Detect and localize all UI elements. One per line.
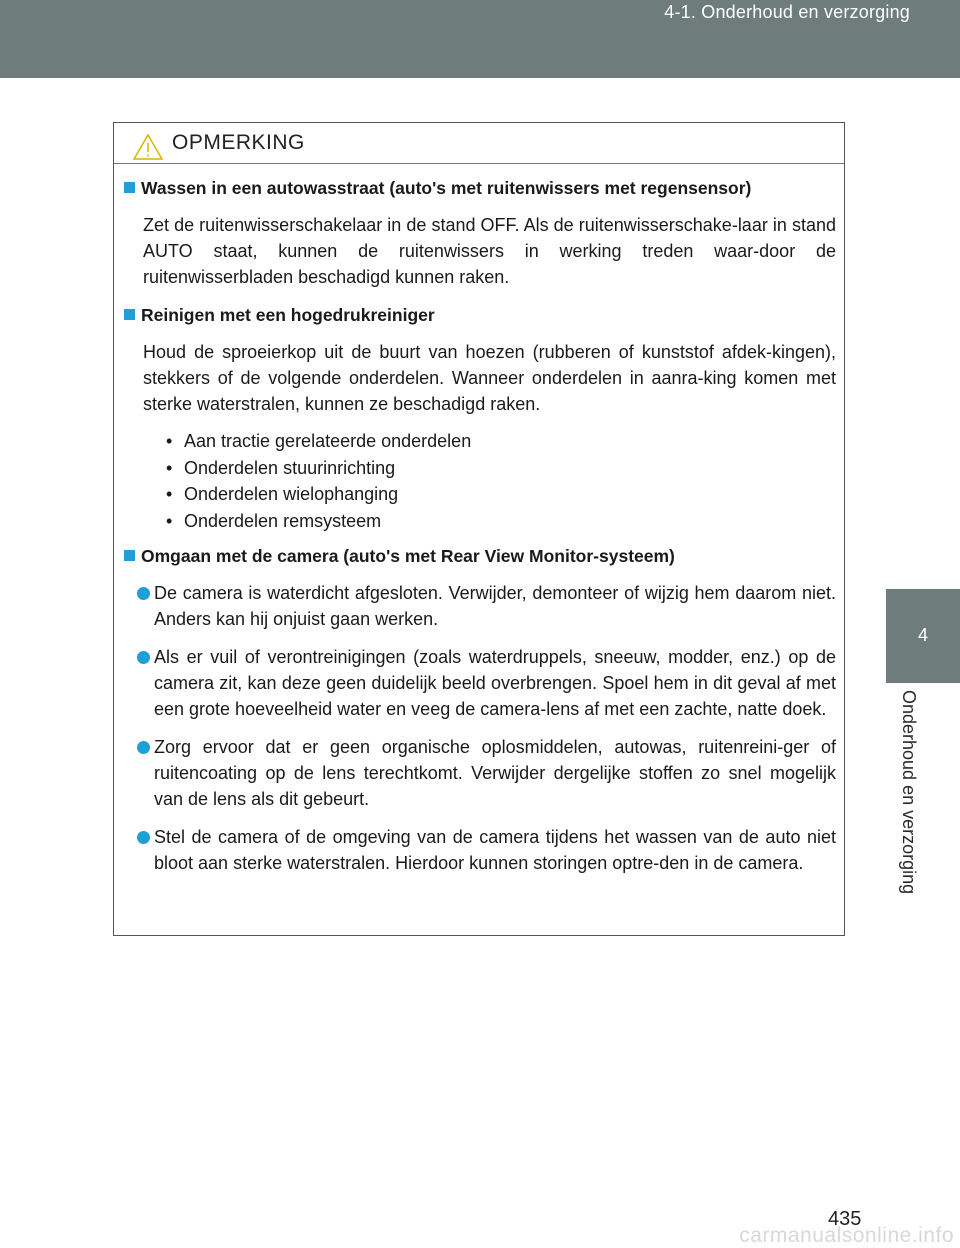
page-number: 435 (828, 1208, 862, 1230)
notice-box (113, 122, 845, 936)
section-heading: Omgaan met de camera (auto's met Rear View Monitor-systeem) (124, 544, 838, 568)
parts-list (166, 428, 838, 534)
square-bullet-icon (124, 182, 135, 193)
chapter-tab-label: Onderhoud en verzorging (899, 690, 919, 895)
square-bullet-icon (124, 309, 135, 320)
circle-bullet-icon (137, 651, 150, 664)
notice-title: OPMERKING (172, 131, 305, 154)
page-header (0, 0, 960, 78)
section-paragraph: Houd de sproeierkop uit de buurt van hoezen (rubberen of kunststof afdek-kingen), stekkers of de volgende onderdelen. Wanneer onderdelen in aanra-king komen met sterke waterstralen, kunnen ze beschadigd raken. (143, 342, 836, 414)
list-item: De camera is waterdicht afgesloten. Verwijder, demonteer of wijzig hem daarom niet. Anders kan hij onjuist gaan werken. (124, 580, 838, 632)
chapter-tab-number: 4 (917, 625, 928, 645)
square-bullet-icon (124, 550, 135, 561)
list-item: • Onderdelen stuurinrichting (166, 455, 838, 482)
circle-bullet-icon (137, 741, 150, 754)
list-item: • Aan tractie gerelateerde onderdelen (166, 428, 838, 455)
list-item: • Onderdelen wielophanging (166, 481, 838, 508)
chapter-tab (886, 589, 960, 683)
section-paragraph: Zet de ruitenwisserschakelaar in de stand OFF. Als de ruitenwisserschake-laar in stand AUTO staat, kunnen de ruitenwissers in werking treden waar-door de ruitenwisserbladen beschadigd kunnen raken. (143, 215, 836, 287)
section-heading: Wassen in een autowasstraat (auto's met ruitenwissers met regensensor) (124, 176, 838, 200)
circle-bullet-icon (137, 587, 150, 600)
watermark: carmanualsonline.info (739, 1224, 954, 1247)
section-heading: Reinigen met een hogedrukreiniger (124, 303, 838, 327)
circle-bullet-icon (137, 831, 150, 844)
list-item: Zorg ervoor dat er geen organische oplosmiddelen, autowas, ruitenreini-ger of ruitencoating op de lens terechtkomt. Verwijder dergelijke stoffen zo snel mogelijk van de lens als dit gebeurt. (124, 734, 838, 812)
chapter-title: 4-1. Onderhoud en verzorging (664, 2, 910, 22)
notice-body (114, 163, 844, 888)
notice-header (114, 123, 844, 164)
list-item: Stel de camera of de omgeving van de camera tijdens het wassen van de auto niet bloot aan sterke waterstralen. Hierdoor kunnen storingen optre-den in de camera. (124, 824, 838, 876)
warning-triangle-icon (132, 133, 164, 161)
list-item: • Onderdelen remsysteem (166, 508, 838, 535)
list-item: Als er vuil of verontreinigingen (zoals waterdruppels, sneeuw, modder, enz.) op de camera zit, kan deze geen duidelijk beeld overbrengen. Spoel hem in dit geval af met een grote hoeveelheid water en veeg de camera-lens af met een zachte, natte doek. (124, 644, 838, 722)
